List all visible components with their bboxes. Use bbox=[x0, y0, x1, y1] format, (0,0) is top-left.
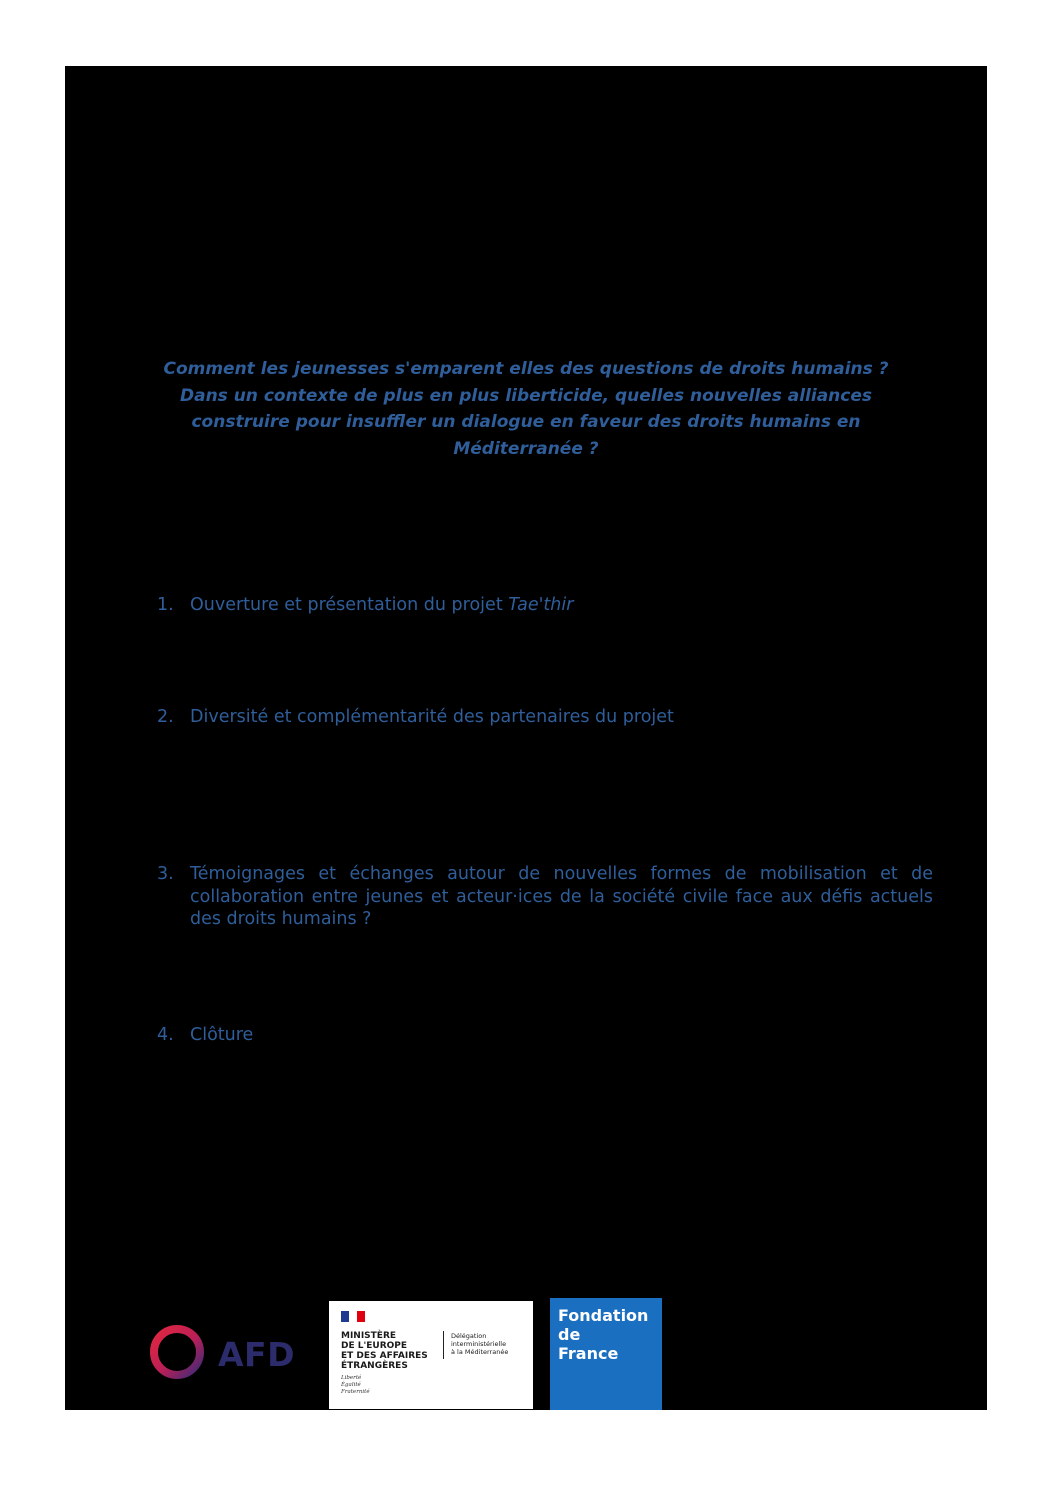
logo-divider bbox=[443, 1331, 444, 1359]
delegation-line-3: à la Méditerranée bbox=[451, 1348, 509, 1356]
fdf-line-1: Fondation bbox=[558, 1306, 649, 1325]
question-line-4: Méditerranée ? bbox=[453, 438, 599, 459]
afd-logo-text: AFD bbox=[218, 1335, 295, 1374]
agenda-number: 3. bbox=[157, 864, 174, 884]
agenda-number: 1. bbox=[157, 595, 174, 615]
question-line-2: Dans un contexte de plus en plus liberticide, quelles nouvelles alliances bbox=[179, 385, 872, 406]
ministry-line-3: ET DES AFFAIRES bbox=[341, 1351, 428, 1361]
afd-ring-icon bbox=[154, 1329, 200, 1375]
motto-fraternite: Fraternité bbox=[341, 1389, 370, 1395]
agenda-number: 4. bbox=[157, 1025, 174, 1045]
agenda-text: Clôture bbox=[190, 1025, 254, 1045]
agenda-text: Ouverture et présentation du projet bbox=[190, 595, 509, 615]
agenda-item-3 bbox=[157, 863, 933, 931]
question-line-1: Comment les jeunesses s'emparent elles des questions de droits humains ? bbox=[163, 359, 889, 379]
agenda-item-2 bbox=[157, 706, 933, 729]
fdf-line-3: France bbox=[558, 1344, 619, 1363]
motto-egalite: Égalité bbox=[341, 1382, 361, 1388]
ministry-logo bbox=[329, 1301, 533, 1409]
delegation-line-1: Délégation bbox=[451, 1332, 487, 1340]
delegation-line-2: interministérielle bbox=[451, 1340, 507, 1348]
motto-liberte: Liberté bbox=[341, 1375, 362, 1381]
key-question bbox=[65, 356, 987, 462]
agenda-item-4 bbox=[157, 1024, 933, 1047]
dark-panel bbox=[65, 66, 987, 1410]
ministry-line-4: ÉTRANGÈRES bbox=[341, 1361, 408, 1371]
ministry-line-2: DE L'EUROPE bbox=[341, 1341, 408, 1351]
french-flag-icon bbox=[341, 1311, 365, 1322]
agenda-number: 2. bbox=[157, 707, 174, 727]
agenda-text: Témoignages et échanges autour de nouvelles formes de mobilisation et de collaboration entre jeunes et acteur·ices de la société civile face aux défis actuels des droits humains ? bbox=[190, 864, 933, 929]
fondation-de-france-logo bbox=[550, 1298, 662, 1410]
agenda-item-1 bbox=[157, 594, 933, 617]
agenda-text: Diversité et complémentarité des partenaires du projet bbox=[190, 707, 674, 727]
project-name: Tae'thir bbox=[508, 595, 574, 615]
ministry-line-1: MINISTÈRE bbox=[341, 1331, 397, 1341]
fdf-line-2: de bbox=[558, 1325, 581, 1344]
question-line-3: construire pour insuffler un dialogue en faveur des droits humains en bbox=[191, 412, 861, 432]
